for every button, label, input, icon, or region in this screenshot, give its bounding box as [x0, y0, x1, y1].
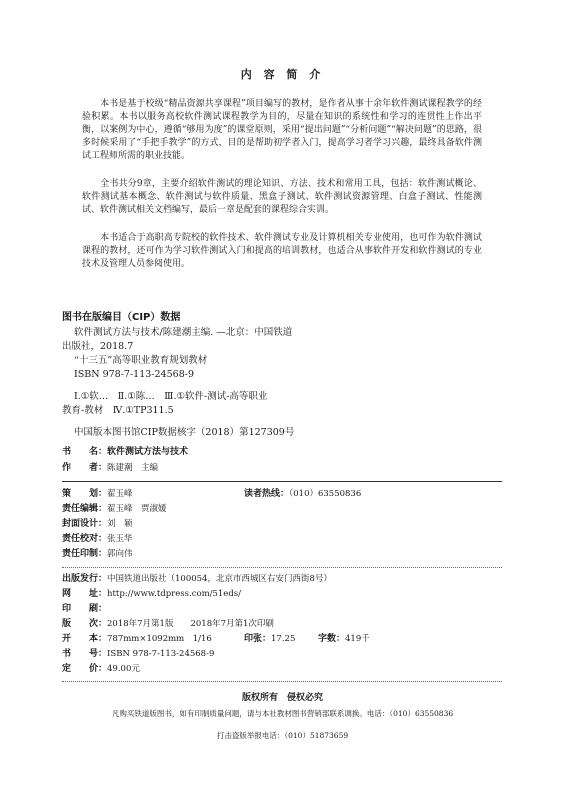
piracy-hotline: 打击盗版举报电话：（010）51873659 [216, 731, 349, 740]
price-label: 定 价： [62, 664, 108, 674]
cip-line-6: 教育-教材 Ⅳ.①TP311.5 [62, 405, 174, 416]
edition-row [62, 618, 274, 630]
isbn-label: 书 号： [62, 649, 108, 659]
format-row [62, 633, 212, 645]
copyright-notice: 版权所有 侵权必究 [241, 693, 323, 703]
planner-value: 翟玉峰 [107, 489, 133, 499]
book-title-row [62, 446, 188, 458]
proofreader-label: 责任校对： [62, 534, 108, 544]
cover-design-row [62, 518, 133, 530]
isbn-value: ISBN 978-7-113-24568-9 [107, 649, 215, 659]
website-label: 网 址： [62, 589, 108, 599]
editor-value: 翟玉峰 贾淑媛 [107, 504, 167, 514]
words-label: 字数： [318, 634, 346, 644]
edition-value: 2018年7月第1版 2018年7月第1次印刷 [107, 619, 274, 629]
edition-label: 版 次： [62, 619, 108, 629]
format-value: 787mm×1092mm 1/16 [107, 634, 212, 644]
author-label: 作 者： [62, 463, 108, 473]
hotline-row [244, 488, 361, 500]
isbn-row [62, 648, 214, 660]
summary-paragraph-3 [82, 232, 482, 271]
print-manager-label: 责任印制： [62, 549, 108, 559]
divider-2 [62, 567, 502, 568]
print-manager-value: 郭向伟 [107, 549, 133, 559]
print-manager-row [62, 548, 133, 560]
summary-paragraph-2-text: 全书共分9章，主要介绍软件测试的理论知识、方法、技术和常用工具，包括：软件测试概论、软件测试基本概念、软件测试与软件质量、黑盒子测试、软件测试资源管理、白盒子测试、性能测试、软件测试相关文档编写，最后一章是配套的课程综合实训。 [82, 179, 482, 215]
summary-title: 内 容 简 介 [240, 68, 325, 81]
printer-row [62, 603, 107, 615]
cover-design-label: 封面设计： [62, 519, 108, 529]
divider-3 [62, 681, 502, 682]
book-title-value: 软件测试方法与技术 [107, 447, 189, 457]
summary-paragraph-1-text: 本书是基于校级“精品资源共享课程”项目编写的教材，是作者从事十余年软件测试课程教学的经验积累。本书以服务高校软件测试课程教学为目的，尽量在知识的系统性和学习的连贯性上作出平衡，以案例为中心，遵循“够用为度”的课堂原则，采用“提出问题”“分析问题”“解决问题”的思路，很多时候采用了“手把手教学”的方式，目的是帮助初学者入门，提高学习者学习兴趣，最终具备软件测试工程师所需的职业技能。 [82, 99, 482, 161]
cip-line-5: Ⅰ.①软… Ⅱ.①陈… Ⅲ.①软件-测试-高等职业 [74, 391, 268, 402]
book-title-label: 书 名： [62, 447, 108, 457]
words-row [318, 633, 370, 645]
editor-row [62, 503, 167, 515]
cip-line-2: 出版社，2018.7 [62, 341, 134, 352]
words-value: 419千 [345, 634, 370, 644]
sheets-label: 印张： [244, 634, 272, 644]
editor-label: 责任编辑： [62, 504, 108, 514]
cip-line-7: 中国版本图书馆CIP数据核字（2018）第127309号 [74, 427, 295, 438]
cip-line-1: 软件测试方法与技术/陈建潮主编. —北京：中国铁道 [74, 327, 293, 338]
printer-label: 印 刷： [62, 604, 108, 614]
cip-line-4: ISBN 978-7-113-24568-9 [74, 369, 194, 380]
quality-notice: 凡购买铁道版图书，如有印制质量问题，请与本社教材图书营销部联系调换。电话：（010）63550836 [111, 709, 454, 718]
publisher-label: 出版发行： [62, 574, 108, 584]
publisher-row [62, 573, 332, 585]
sheets-value: 17.25 [271, 634, 296, 644]
planner-label: 策 划： [62, 489, 108, 499]
proofreader-value: 张玉华 [107, 534, 133, 544]
website-value[interactable]: http://www.tdpress.com/51eds/ [107, 589, 242, 599]
hotline-value: （010）63550836 [289, 489, 362, 499]
planner-row [62, 488, 133, 500]
sheets-row [244, 633, 295, 645]
summary-paragraph-3-text: 本书适合于高职高专院校的软件技术、软件测试专业及计算机相关专业使用，也可作为软件测试课程的教材，还可作为学习软件测试入门和提高的培训教材，也适合从事软件开发和软件测试的专业技术及管理人员参阅使用。 [82, 233, 482, 269]
cip-heading: 图书在版编目（CIP）数据 [62, 312, 181, 323]
author-value: 陈建潮 主编 [107, 463, 159, 473]
website-row [62, 588, 241, 600]
author-row [62, 462, 158, 474]
price-row [62, 663, 140, 675]
publisher-value: 中国铁道出版社（100054，北京市西城区右安门西街8号） [107, 574, 332, 584]
format-label: 开 本： [62, 634, 108, 644]
proofreader-row [62, 533, 133, 545]
cover-design-value: 刘 颖 [107, 519, 133, 529]
summary-paragraph-1 [82, 98, 482, 163]
divider-1 [62, 481, 502, 482]
summary-paragraph-2 [82, 178, 482, 217]
hotline-label: 读者热线： [244, 489, 290, 499]
cip-line-3: “十三五”高等职业教育规划教材 [74, 355, 208, 366]
price-value: 49.00元 [107, 664, 140, 674]
